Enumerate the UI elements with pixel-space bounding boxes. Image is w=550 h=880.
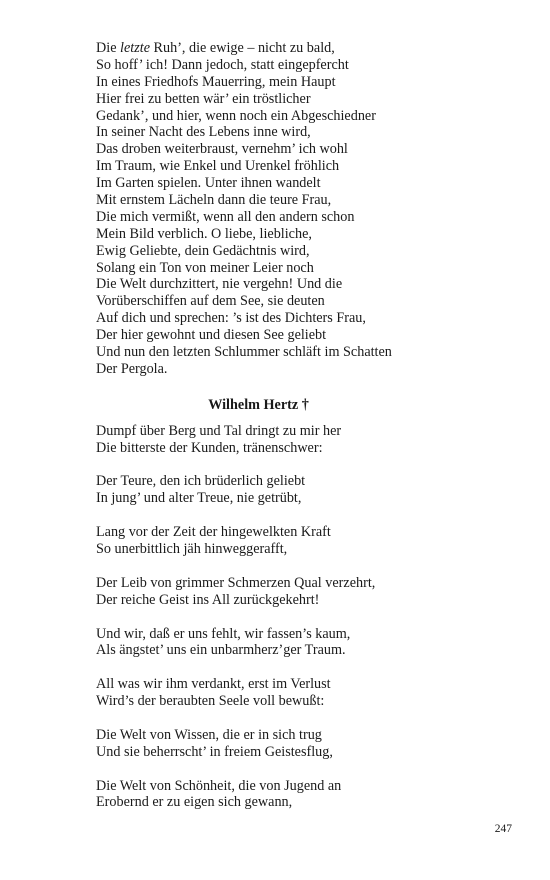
stanza [96, 575, 516, 609]
poem-line: Und sie beherrscht’ in freiem Geistesflug, [96, 743, 333, 760]
poem-line: Der Leib von grimmer Schmerzen Qual verzehrt, [96, 574, 376, 591]
poem-line: In eines Friedhofs Mauerring, mein Haupt [96, 73, 336, 90]
poem-line: Mit ernstem Lächeln dann die teure Frau, [96, 192, 332, 209]
poem-line: So unerbittlich jäh hinweggerafft, [96, 541, 288, 558]
poem-line: Die Welt von Schönheit, die von Jugend an [96, 777, 342, 794]
poem-line: Die bitterste der Kunden, tränenschwer: [96, 439, 323, 456]
poem-line: Der Teure, den ich brüderlich geliebt [96, 473, 306, 490]
poem-line [96, 40, 516, 57]
poem-line: Erobernd er zu eigen sich gewann, [96, 794, 293, 811]
poem-line: Mein Bild verblich. O liebe, liebliche, [96, 225, 312, 242]
poem-line: In seiner Nacht des Lebens inne wird, [96, 124, 311, 141]
poem-line: Der reiche Geist ins All zurückgekehrt! [96, 591, 320, 608]
poem-line: Wird’s der beraubten Seele voll bewußt: [96, 693, 325, 710]
poem-line: Auf dich und sprechen: ’s ist des Dichters Frau, [96, 310, 366, 327]
poem-line: Und nun den letzten Schlummer schläft im Schatten [96, 344, 392, 361]
poem-line: All was wir ihm verdankt, erst im Verlust [96, 676, 331, 693]
poem-1 [96, 40, 516, 378]
poem-line: Dumpf über Berg und Tal dringt zu mir her [96, 422, 342, 439]
stanza [96, 423, 516, 457]
poem-line: Die Welt von Wissen, die er in sich trug [96, 726, 322, 743]
poem-line: So hoff’ ich! Dann jedoch, statt eingepfercht [96, 56, 349, 73]
stanza [96, 524, 516, 558]
stanza [96, 676, 516, 710]
poem-line: Und wir, daß er uns fehlt, wir fassen’s kaum, [96, 625, 351, 642]
poem-line: In jung’ und alter Treue, nie getrübt, [96, 490, 302, 507]
poem-line: Im Garten spielen. Unter ihnen wandelt [96, 175, 321, 192]
emphasized-word: letzte [120, 40, 150, 56]
poem-line: Hier frei zu betten wär’ ein tröstlicher [96, 90, 311, 107]
stanza [96, 473, 516, 507]
poem-title: Wilhelm Hertz † [208, 396, 309, 413]
page-body [96, 40, 516, 811]
poem-line: Die Welt durchzittert, nie vergehn! Und die [96, 276, 343, 293]
line-text: Die [96, 40, 121, 56]
poem-line: Solang ein Ton von meiner Leier noch [96, 259, 314, 276]
poem-line: Die mich vermißt, wenn all den andern schon [96, 208, 355, 225]
poem-line: Lang vor der Zeit der hingewelkten Kraft [96, 524, 331, 541]
poem-line: Vorüberschiffen auf dem See, sie deuten [96, 293, 325, 310]
line-text: Ruh’, die ewige – nicht zu bald, [150, 40, 335, 56]
stanza [96, 778, 516, 812]
poem-line: Ewig Geliebte, dein Gedächtnis wird, [96, 242, 310, 259]
poem-2 [96, 423, 516, 811]
stanza [96, 626, 516, 660]
stanza [96, 727, 516, 761]
poem-line: Als ängstet’ uns ein unbarmherz’ger Traum. [96, 642, 346, 659]
poem-line: Gedank’, und hier, wenn noch ein Abgeschiedner [96, 107, 376, 124]
poem-line: Das droben weiterbraust, vernehm’ ich wohl [96, 141, 348, 158]
poem-line: Im Traum, wie Enkel und Urenkel fröhlich [96, 158, 340, 175]
poem-line: Der hier gewohnt und diesen See geliebt [96, 327, 327, 344]
poem-line: Der Pergola. [96, 360, 168, 377]
page-number: 247 [494, 823, 512, 835]
